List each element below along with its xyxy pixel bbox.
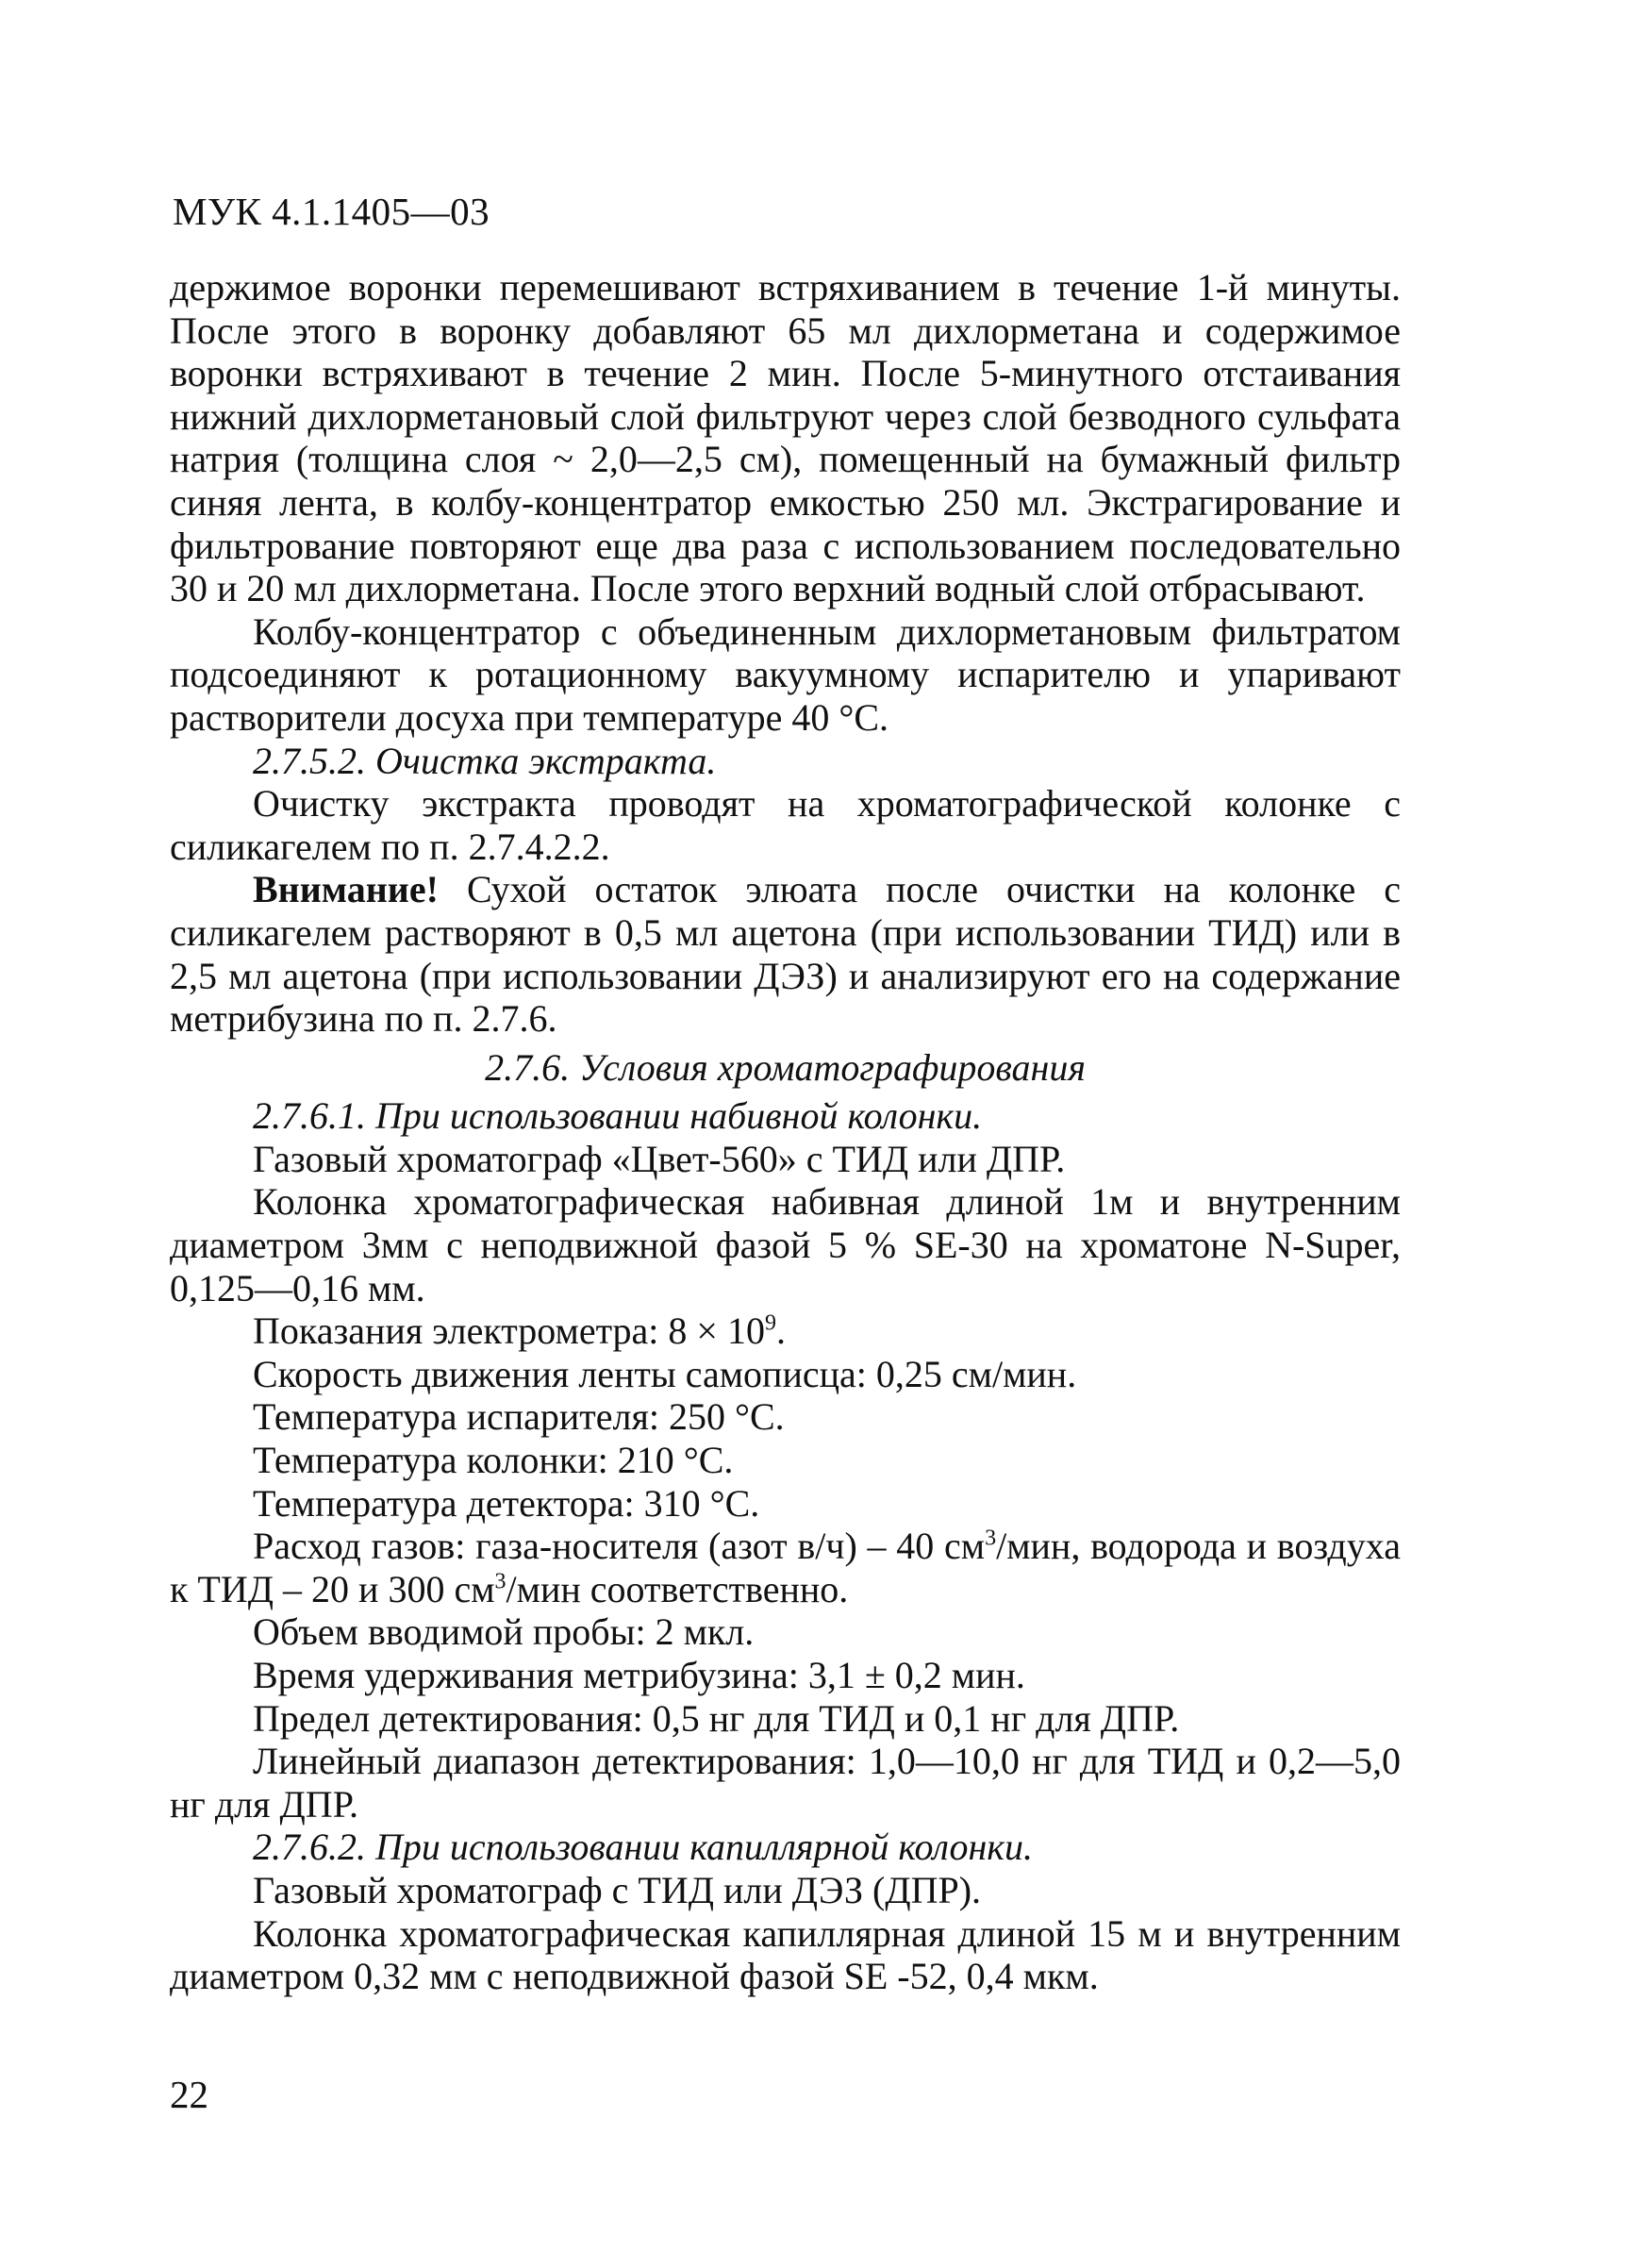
paragraph-gas-flow [170, 1525, 1401, 1610]
subsection-title-extract-cleanup: 2.7.5.2. Очистка экстракта. [253, 739, 717, 782]
paragraph-sample-volume: Объем вводимой пробы: 2 мкл. [253, 1610, 755, 1654]
subsection-title-packed-column: 2.7.6.1. При использовании набивной колонки. [253, 1094, 983, 1138]
paragraph-detector-temp: Температура детектора: 310 °С. [253, 1481, 760, 1525]
paragraph-retention-time: Время удерживания метрибузина: 3,1 ± 0,2 мин. [253, 1654, 1025, 1696]
paragraph-evaporator-temp: Температура испарителя: 250 °С. [253, 1395, 785, 1439]
paragraph-chromatograph-model: Газовый хроматограф «Цвет-560» с ТИД или ДПР. [253, 1137, 1066, 1180]
section-title-chromatography-conditions: 2.7.6. Условия хроматографирования [485, 1045, 1086, 1089]
paragraph-capillary-column-spec: Колонка хроматографическая капиллярная длиной 15 м и внутренним диаметром 0,32 мм с неподвижной фазой SE -52, 0,4 мкм. [170, 1911, 1401, 1998]
attention-text: Сухой остаток элюата после очистки на колонке с силикагелем растворяют в 0,5 мл ацетона (при использовании ТИД) или в 2,5 мл ацетона (при использовании ДЭЗ) и анализируют его на содержание метрибузина по п. 2.7.6. [170, 868, 1401, 1041]
electrometer-text: Показания электрометра: 8 × 10 [253, 1309, 765, 1353]
paragraph-column-temp: Температура колонки: 210 °С. [253, 1439, 734, 1482]
paragraph-evaporation: Колбу-концентратор с объединенным дихлорметановым фильтратом подсоединяют к ротационному вакуумному испарителю и упаривают растворители досуха при температуре 40 °С. [170, 609, 1401, 739]
subsection-title-capillary-column: 2.7.6.2. При использовании капиллярной колонки. [253, 1826, 1034, 1869]
gas-flow-text-c: /мин соответственно. [506, 1567, 849, 1610]
paragraph-electrometer [170, 1309, 1401, 1353]
attention-label: Внимание! [253, 868, 439, 911]
paragraph-capillary-chromatograph: Газовый хроматограф с ТИД или ДЭЗ (ДПР). [253, 1868, 982, 1911]
paragraph-detection-limit: Предел детектирования: 0,5 нг для ТИД и 0,1 нг для ДПР. [253, 1696, 1180, 1740]
electrometer-period: . [775, 1309, 786, 1353]
paragraph-linear-range: Линейный диапазон детектирования: 1,0—10,0 нг для ТИД и 0,2—5,0 нг для ДПР. [170, 1740, 1401, 1826]
gas-flow-text-b: /мин, водорода и воздуха к ТИД – 20 и 300 см [170, 1525, 1401, 1610]
gas-flow-text-a: Расход газов: газа-носителя (азот в/ч) – 40 см [253, 1525, 986, 1568]
gas-flow-exponent-1: 3 [985, 1526, 997, 1551]
paragraph-attention-note [170, 868, 1401, 1040]
electrometer-exponent: 9 [764, 1310, 776, 1336]
page-body [170, 266, 1401, 1998]
paragraph-chart-speed: Скорость движения ленты самописца: 0,25 см/мин. [253, 1352, 1077, 1395]
paragraph-cleanup-method: Очистку экстракта проводят на хроматографической колонке с силикагелем по п. 2.7.4.2.2. [170, 782, 1401, 868]
paragraph-packed-column-spec: Колонка хроматографическая набивная длиной 1м и внутренним диаметром 3мм с неподвижной фазой 5 % SE-30 на хроматоне N-Super, 0,125—0,16 мм. [170, 1180, 1401, 1309]
document-code-header: МУК 4.1.1405—03 [173, 190, 490, 233]
page-number: 22 [170, 2073, 208, 2116]
gas-flow-exponent-2: 3 [494, 1569, 506, 1594]
paragraph-funnel-extraction: держимое воронки перемешивают встряхиванием в течение 1-й минуты. После этого в воронку добавляют 65 мл дихлорметана и содержимое воронки встряхивают в течение 2 мин. После 5-минутного отстаивания нижний дихлорметановый слой фильтруют через слой безводного сульфата натрия (толщина слоя ~ 2,0—2,5 см), помещенный на бумажный фильтр синяя лента, в колбу-концентратор емкостью 250 мл. Экстрагирование и фильтрование повторяют еще два раза с использованием последовательно 30 и 20 мл дихлорметана. После этого верхний водный слой отбрасывают. [170, 266, 1401, 610]
